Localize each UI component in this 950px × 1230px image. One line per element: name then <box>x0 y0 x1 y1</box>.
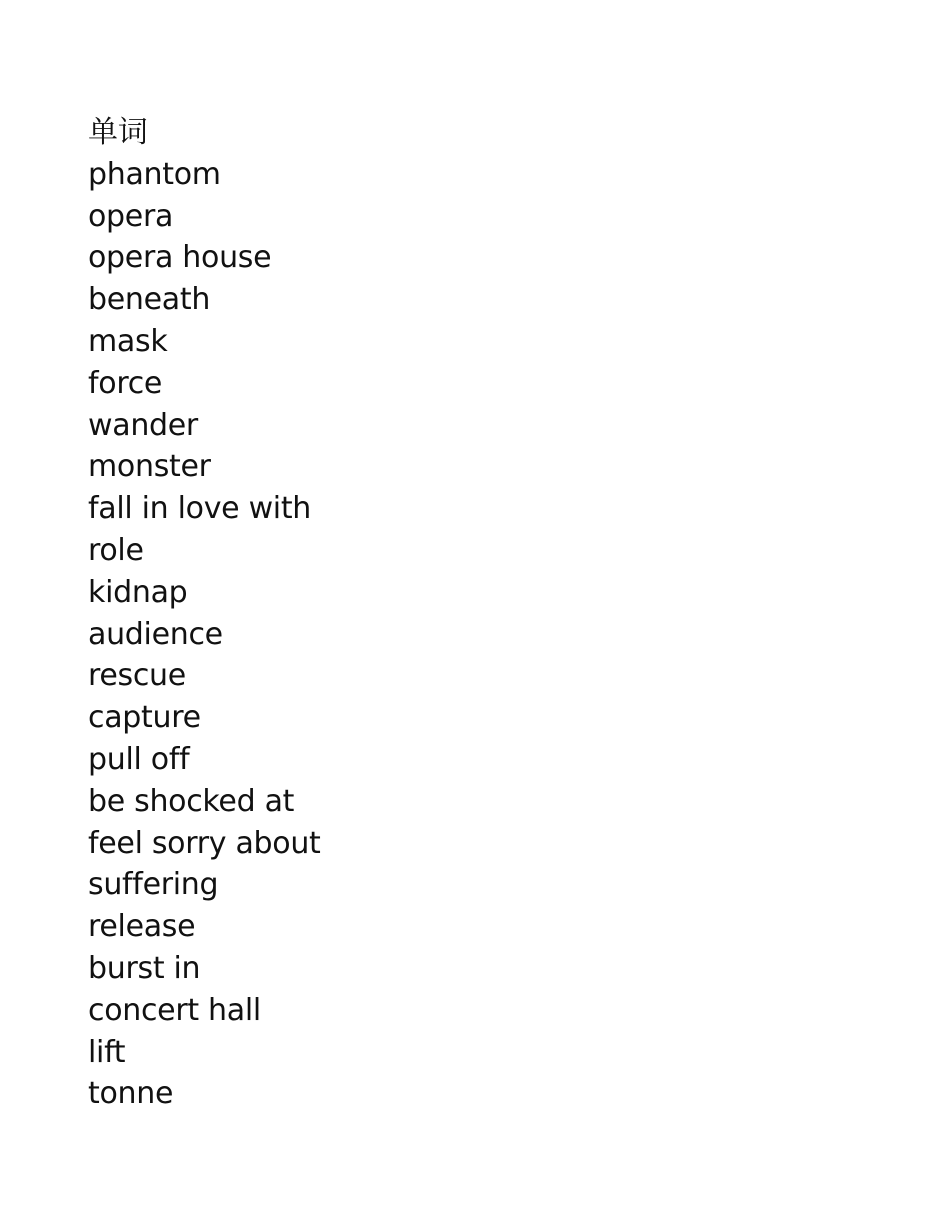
list-item: opera <box>88 198 174 234</box>
list-item: concert hall <box>88 992 261 1028</box>
list-item: capture <box>88 700 201 736</box>
list-item: release <box>88 909 196 945</box>
list-item: mask <box>88 323 168 359</box>
list-item: opera house <box>88 240 272 276</box>
list-item: audience <box>88 616 223 652</box>
list-item: tonne <box>88 1076 174 1112</box>
list-item: fall in love with <box>88 491 312 527</box>
list-item: force <box>88 365 163 401</box>
list-item: feel sorry about <box>88 825 321 861</box>
list-item: monster <box>88 449 211 485</box>
list-item: burst in <box>88 950 201 986</box>
list-item: beneath <box>88 282 211 318</box>
list-item: lift <box>88 1034 126 1070</box>
list-item: role <box>88 532 144 568</box>
list-heading: 单词 <box>88 115 148 150</box>
list-item: phantom <box>88 156 221 192</box>
list-item: be shocked at <box>88 783 295 819</box>
list-item: wander <box>88 407 198 443</box>
list-item: suffering <box>88 867 219 903</box>
vocabulary-list <box>88 112 321 1115</box>
list-item: kidnap <box>88 574 188 610</box>
list-item: pull off <box>88 741 190 777</box>
list-item: rescue <box>88 658 186 694</box>
